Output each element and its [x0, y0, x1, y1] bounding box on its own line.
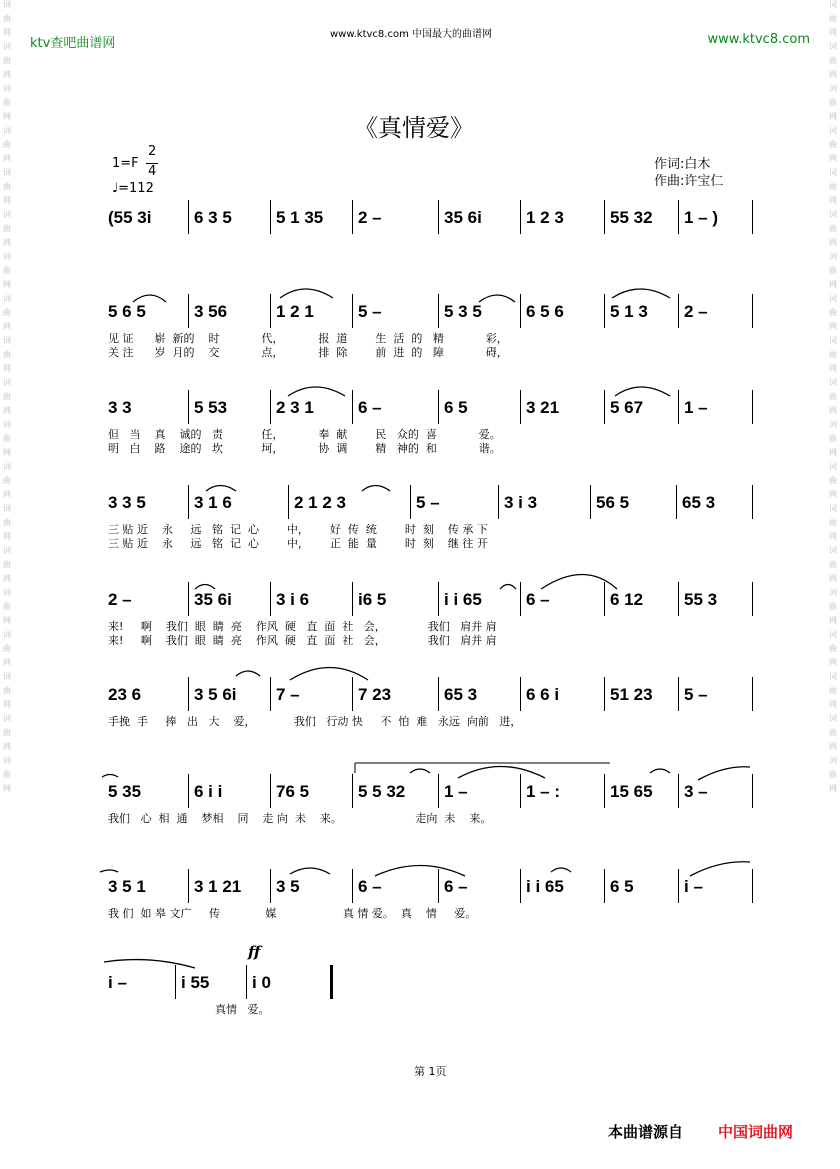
watermark-glyph: 曲 [3, 728, 11, 737]
watermark-glyph: 曲 [3, 392, 11, 401]
watermark-glyph: 曲 [3, 182, 11, 191]
measure-notes: 55 3 [684, 590, 718, 609]
watermark-glyph: 词 [829, 84, 837, 93]
slur [410, 769, 430, 773]
watermark-glyph: 网 [829, 490, 837, 499]
watermark-glyph: 词 [3, 252, 11, 261]
watermark-glyph: 网 [829, 280, 837, 289]
lyric-line: 我 们 如 皋 文广 传 媒 真 情 爱。 真 情 爱。 [108, 907, 477, 920]
header-right-site[interactable]: www.ktvc8.com [707, 32, 810, 47]
watermark-glyph: 网 [829, 448, 837, 457]
page-number: 第 1页 [414, 1065, 447, 1078]
watermark-glyph: 网 [829, 700, 837, 709]
watermark-glyph: 曲 [829, 308, 837, 317]
watermark-glyph: 词 [829, 252, 837, 261]
slur [541, 575, 617, 590]
measure-notes: 3 3 [108, 398, 132, 417]
watermark-glyph: 网 [3, 448, 11, 457]
watermark-glyph: 曲 [3, 350, 11, 359]
watermark-glyph: 网 [3, 364, 11, 373]
watermark-glyph: 曲 [829, 644, 837, 653]
source-brand[interactable]: 中国词曲网 [718, 1123, 794, 1141]
lyric-line: 明 白 路 途的 坎 坷， 协 调 精 神的 和 谐。 [108, 442, 501, 455]
slur [612, 289, 670, 298]
slur [458, 767, 545, 779]
source-label: 本曲谱源自 [608, 1123, 684, 1141]
measure-notes: i 0 [252, 973, 271, 992]
measure-notes: 5 – [416, 493, 440, 512]
watermark-glyph: 曲 [829, 224, 837, 233]
watermark-glyph: 曲 [3, 224, 11, 233]
watermark-glyph: 词 [3, 378, 11, 387]
slur [290, 868, 330, 874]
watermark-glyph: 曲 [829, 56, 837, 65]
measure-notes: 6 – [444, 877, 468, 896]
measure-notes: 7 – [276, 685, 300, 704]
lyric-line: 来! 啊 我们 眼 睛 亮 作风 硬 直 面 社 会， 我们 肩并 肩 [108, 620, 497, 633]
watermark-glyph: 曲 [829, 14, 837, 23]
slur [690, 862, 750, 876]
measure-notes: 5 67 [610, 398, 644, 417]
measure-notes: (55 3i [108, 208, 152, 227]
dynamic-fortissimo: ff [248, 943, 261, 961]
measure-notes: 2 1 2 3 [294, 493, 346, 512]
watermark-glyph: 网 [3, 784, 11, 793]
watermark-glyph: 词 [3, 210, 11, 219]
slur [236, 671, 260, 676]
measure-notes: i i 65 [444, 590, 482, 609]
measure-notes: 76 5 [276, 782, 310, 801]
lyric-line: 三 贴 近 永 远 铭 记 心 中， 正 能 量 时 刻 继 往 开 [108, 537, 488, 550]
watermark-glyph: 词 [829, 672, 837, 681]
watermark-glyph: 词 [3, 336, 11, 345]
slur [650, 769, 670, 773]
watermark-glyph: 网 [829, 574, 837, 583]
measure-notes: i – [684, 877, 703, 896]
measure-notes: 3 5 6i [194, 685, 237, 704]
measure-notes: 3 5 1 [108, 877, 146, 896]
time-signature-numerator: 2 [148, 144, 157, 159]
watermark-glyph: 网 [3, 490, 11, 499]
watermark-glyph: 词 [3, 0, 11, 9]
watermark-glyph: 曲 [829, 392, 837, 401]
slur [698, 767, 750, 780]
watermark-glyph: 词 [829, 420, 837, 429]
watermark-glyph: 词 [3, 462, 11, 471]
watermark-glyph: 曲 [3, 14, 11, 23]
watermark-glyph: 词 [3, 42, 11, 51]
watermark-glyph: 曲 [3, 560, 11, 569]
slur [104, 960, 195, 968]
watermark-glyph: 曲 [829, 560, 837, 569]
header-left-site[interactable]: ktv查吧曲谱网 [30, 36, 116, 51]
measure-notes: 1 – [684, 398, 708, 417]
lyricist: 作词:白木 [654, 157, 711, 172]
measure-notes: 23 6 [108, 685, 142, 704]
measure-notes: i 55 [181, 973, 210, 992]
slur [290, 668, 368, 681]
measure-notes: 51 23 [610, 685, 653, 704]
watermark-glyph: 曲 [3, 266, 11, 275]
measure-notes: 65 3 [444, 685, 478, 704]
watermark-glyph: 词 [829, 546, 837, 555]
watermark-glyph: 网 [829, 28, 837, 37]
watermark-glyph: 曲 [3, 644, 11, 653]
measure-notes: 35 6i [444, 208, 482, 227]
watermark-glyph: 词 [829, 126, 837, 135]
watermark-glyph: 网 [829, 616, 837, 625]
lyric-line: 我们 心 相 通 梦相 同 走 向 未 来。 走向 未 来。 [108, 812, 492, 825]
lyric-line: 手挽 手 捧 出 大 爱， 我们 行动 快 不 怕 难 永远 向前 进， [108, 715, 522, 728]
watermark-glyph: 曲 [3, 770, 11, 779]
watermark-glyph: 词 [3, 126, 11, 135]
watermark-glyph: 词 [829, 504, 837, 513]
watermark-glyph: 词 [829, 294, 837, 303]
measure-notes: 5 1 35 [276, 208, 324, 227]
watermark-glyph: 网 [3, 238, 11, 247]
slur [288, 387, 345, 396]
measure-notes: 5 5 32 [358, 782, 406, 801]
measure-notes: 15 65 [610, 782, 653, 801]
watermark-glyph: 词 [3, 672, 11, 681]
measure-notes: 6 5 6 [526, 302, 564, 321]
measure-notes: 5 – [684, 685, 708, 704]
slur [500, 585, 516, 590]
measure-notes: 2 – [684, 302, 708, 321]
watermark-glyph: 词 [829, 756, 837, 765]
watermark-glyph: 曲 [3, 686, 11, 695]
watermark-glyph: 网 [829, 322, 837, 331]
watermark-glyph: 词 [829, 714, 837, 723]
watermark-glyph: 曲 [829, 182, 837, 191]
watermark-glyph: 网 [829, 532, 837, 541]
measure-notes: 1 2 1 [276, 302, 314, 321]
watermark-glyph: 网 [829, 196, 837, 205]
measure-notes: 56 5 [596, 493, 630, 512]
measure-notes: 3 56 [194, 302, 228, 321]
slur [479, 295, 515, 302]
watermark-glyph: 词 [3, 630, 11, 639]
measure-notes: 6 – [358, 877, 382, 896]
key-signature: 1=F [112, 156, 139, 171]
measure-notes: 5 1 3 [610, 302, 648, 321]
measure-notes: i i 65 [526, 877, 564, 896]
lyric-line: 见 证 崭 新的 时 代， 报 道 生 活 的 精 彩， [108, 332, 508, 345]
measure-notes: 5 – [358, 302, 382, 321]
watermark-glyph: 词 [829, 0, 837, 9]
measure-notes: 6 – [526, 590, 550, 609]
composer: 作曲:许宝仁 [654, 174, 724, 189]
watermark-glyph: 词 [3, 546, 11, 555]
watermark-glyph: 词 [829, 336, 837, 345]
watermark-glyph: 曲 [829, 266, 837, 275]
watermark-glyph: 网 [3, 154, 11, 163]
watermark-glyph: 词 [3, 294, 11, 303]
measure-notes: 1 – [444, 782, 468, 801]
watermark-glyph: 网 [3, 112, 11, 121]
tempo-value: =112 [118, 181, 154, 196]
measure-notes: 3 1 21 [194, 877, 242, 896]
watermark-glyph: 网 [829, 154, 837, 163]
slur [615, 387, 670, 396]
slur [280, 289, 333, 298]
watermark-glyph: 词 [829, 168, 837, 177]
watermark-glyph: 网 [829, 364, 837, 373]
measure-notes: 6 3 5 [194, 208, 232, 227]
slur [551, 868, 571, 872]
measure-notes: 2 – [358, 208, 382, 227]
watermark-glyph: 曲 [3, 434, 11, 443]
watermark-glyph: 网 [3, 280, 11, 289]
watermark-glyph: 曲 [829, 686, 837, 695]
measure-notes: 6 12 [610, 590, 644, 609]
watermark-glyph: 词 [829, 630, 837, 639]
watermark-glyph: 网 [829, 784, 837, 793]
measure-notes: 3 5 [276, 877, 300, 896]
lyric-line: 三 贴 近 永 远 铭 记 心 中， 好 传 统 时 刻 传 承 下 [108, 523, 488, 536]
watermark-glyph: 词 [3, 714, 11, 723]
measure-notes: 3 i 6 [276, 590, 310, 609]
measure-notes: 5 6 5 [108, 302, 146, 321]
song-title: 《真情爱》 [354, 114, 474, 142]
measure-notes: 7 23 [358, 685, 392, 704]
measure-notes: i6 5 [358, 590, 387, 609]
measure-notes: 1 2 3 [526, 208, 564, 227]
watermark-glyph: 网 [3, 322, 11, 331]
watermark-glyph: 网 [3, 658, 11, 667]
time-signature-denominator: 4 [148, 164, 157, 179]
measure-notes: 55 32 [610, 208, 653, 227]
watermark-glyph: 曲 [829, 140, 837, 149]
measure-notes: 2 – [108, 590, 132, 609]
watermark-glyph: 曲 [829, 770, 837, 779]
watermark-glyph: 网 [829, 742, 837, 751]
watermark-glyph: 词 [829, 462, 837, 471]
slur [362, 486, 390, 492]
watermark-glyph: 词 [3, 168, 11, 177]
measure-notes: 1 – ) [684, 208, 719, 227]
lyric-line: 但 当 真 诚的 责 任， 奉 献 民 众的 喜 爱。 [108, 428, 501, 441]
watermark-glyph: 词 [829, 210, 837, 219]
measure-notes: 3 i 3 [504, 493, 538, 512]
watermark-glyph: 网 [3, 616, 11, 625]
measure-notes: 1 – : [526, 782, 561, 801]
measure-notes: 6 5 [444, 398, 468, 417]
watermark-glyph: 曲 [3, 98, 11, 107]
header-center-text: www.ktvc8.com 中国最大的曲谱网 [330, 29, 493, 40]
watermark-glyph: 曲 [3, 56, 11, 65]
watermark-glyph: 曲 [829, 434, 837, 443]
measure-notes: 6 – [358, 398, 382, 417]
watermark-glyph: 网 [3, 70, 11, 79]
watermark-glyph: 网 [3, 700, 11, 709]
measure-notes: 65 3 [682, 493, 716, 512]
watermark-glyph: 曲 [3, 518, 11, 527]
slur [133, 295, 166, 302]
watermark-glyph: 词 [829, 588, 837, 597]
watermark-glyph: 词 [3, 588, 11, 597]
watermark-glyph: 网 [829, 238, 837, 247]
slur [100, 870, 118, 872]
watermark-glyph: 曲 [829, 602, 837, 611]
slur [102, 775, 118, 778]
measure-notes: 35 6i [194, 590, 232, 609]
measure-notes: 6 6 i [526, 685, 560, 704]
measure-notes: 3 3 5 [108, 493, 146, 512]
lyric-line: 关 注 岁 月的 交 点， 排 除 前 进 的 障 碍， [108, 346, 508, 359]
watermark-glyph: 词 [3, 504, 11, 513]
watermark-glyph: 网 [3, 406, 11, 415]
watermark-glyph: 网 [3, 28, 11, 37]
watermark-glyph: 曲 [829, 518, 837, 527]
slur [206, 486, 236, 492]
measure-notes: i – [108, 973, 127, 992]
watermark-glyph: 网 [829, 406, 837, 415]
measure-notes: 5 53 [194, 398, 228, 417]
watermark-glyph: 词 [829, 378, 837, 387]
watermark-glyph: 网 [3, 742, 11, 751]
watermark-glyph: 词 [3, 756, 11, 765]
watermark-glyph: 网 [3, 574, 11, 583]
measure-notes: 6 i i [194, 782, 223, 801]
measure-notes: 6 5 [610, 877, 634, 896]
lyric-line: 来! 啊 我们 眼 睛 亮 作风 硬 直 面 社 会， 我们 肩并 肩 [108, 634, 497, 647]
watermark-glyph: 词 [829, 42, 837, 51]
watermark-glyph: 曲 [3, 140, 11, 149]
slur [375, 866, 465, 877]
watermark-glyph: 曲 [3, 602, 11, 611]
lyric-line: 真情 爱。 [215, 1003, 270, 1016]
watermark-glyph: 曲 [3, 308, 11, 317]
watermark-glyph: 曲 [829, 728, 837, 737]
measure-notes: 5 3 5 [444, 302, 482, 321]
watermark-glyph: 词 [3, 420, 11, 429]
watermark-glyph: 曲 [829, 98, 837, 107]
watermark-glyph: 曲 [829, 350, 837, 359]
watermark-glyph: 网 [3, 532, 11, 541]
quarter-note-icon: ♩ [112, 181, 119, 196]
watermark-glyph: 词 [3, 84, 11, 93]
measure-notes: 2 3 1 [276, 398, 314, 417]
slur [195, 585, 215, 590]
watermark-glyph: 网 [829, 112, 837, 121]
watermark-glyph: 网 [3, 196, 11, 205]
watermark-glyph: 网 [829, 658, 837, 667]
measure-notes: 3 1 6 [194, 493, 232, 512]
watermark-glyph: 网 [829, 70, 837, 79]
measure-notes: 5 35 [108, 782, 142, 801]
measure-notes: 3 – [684, 782, 708, 801]
measure-notes: 3 21 [526, 398, 560, 417]
watermark-glyph: 曲 [829, 476, 837, 485]
watermark-glyph: 曲 [3, 476, 11, 485]
